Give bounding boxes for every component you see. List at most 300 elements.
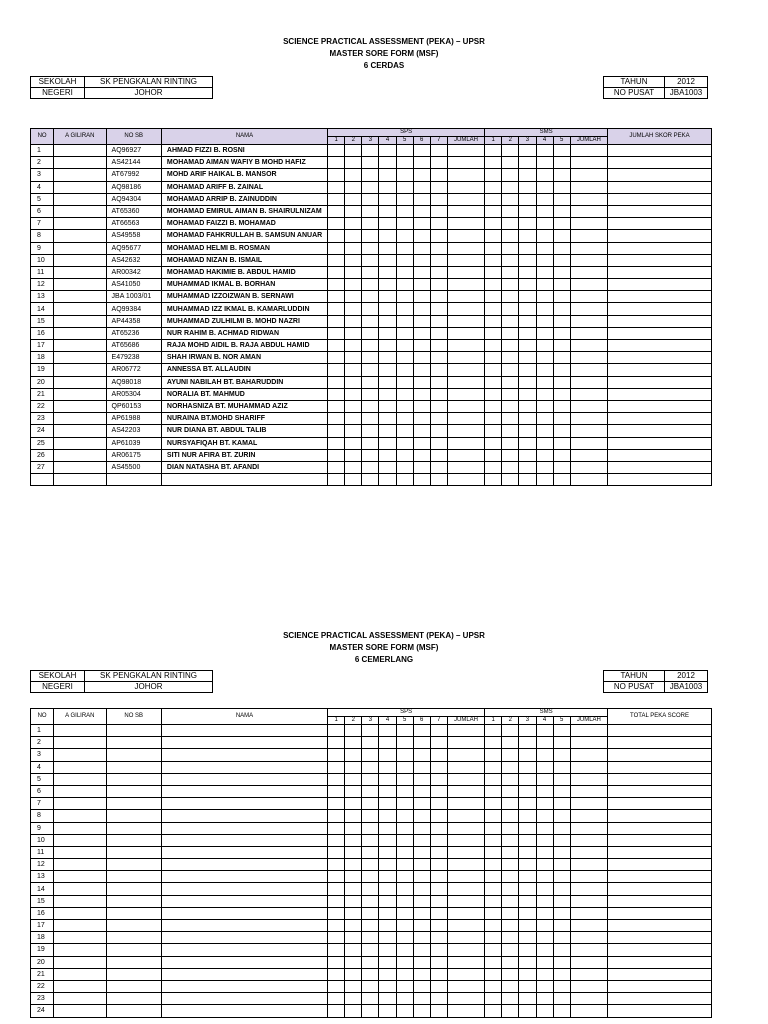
sekolah-label: SEKOLAH (31, 671, 85, 682)
sps-score-cell (430, 315, 447, 327)
sms-score-cell (553, 749, 570, 761)
sms-score-cell (485, 920, 502, 932)
sms-score-cell (485, 315, 502, 327)
sps-score-cell (413, 725, 430, 737)
sms-total-cell (570, 352, 607, 364)
sms-score-cell (519, 773, 536, 785)
sps-score-cell (379, 315, 396, 327)
sps-score-cell (413, 266, 430, 278)
tahun-label: TAHUN (604, 671, 665, 682)
sms-score-cell (485, 834, 502, 846)
table-row (31, 737, 712, 749)
sps-score-cell (379, 254, 396, 266)
sps-total-cell (447, 340, 484, 352)
no-sb-cell (106, 822, 161, 834)
sms-score-cell (519, 315, 536, 327)
sps-score-cell (379, 303, 396, 315)
table-row (31, 834, 712, 846)
sps-score-cell (328, 254, 345, 266)
sps-score-cell (379, 993, 396, 1005)
sps-sub-3: 3 (362, 137, 379, 145)
sps-total-cell (447, 785, 484, 797)
sms-total-cell (570, 761, 607, 773)
col-total: TOTAL PEKA SCORE (608, 709, 712, 725)
sps-score-cell (345, 449, 362, 461)
sps-score-cell (379, 449, 396, 461)
sms-score-cell (519, 218, 536, 230)
giliran-cell (54, 145, 106, 157)
table-row (31, 871, 712, 883)
sms-score-cell (536, 798, 553, 810)
sms-total-cell (570, 425, 607, 437)
sms-score-cell (553, 376, 570, 388)
no-sb-cell (106, 944, 161, 956)
student-name-cell: SHAH IRWAN B. NOR AMAN (161, 352, 327, 364)
sps-total-cell (447, 413, 484, 425)
sms-score-cell (553, 205, 570, 217)
sps-score-cell (396, 980, 413, 992)
pusat-label: NO PUSAT (604, 88, 665, 99)
sms-score-cell (536, 474, 553, 486)
sms-score-cell (502, 279, 519, 291)
sps-score-cell (379, 181, 396, 193)
row-number: 11 (31, 266, 54, 278)
sms-total-cell (570, 785, 607, 797)
sps-score-cell (413, 749, 430, 761)
sps-score-cell (413, 340, 430, 352)
sps-score-cell (396, 425, 413, 437)
table-row (31, 315, 712, 327)
sms-score-cell (519, 303, 536, 315)
sms-total-cell (570, 883, 607, 895)
sms-sub-4: 4 (536, 717, 553, 725)
sps-score-cell (362, 169, 379, 181)
sms-score-cell (485, 944, 502, 956)
sps-score-cell (413, 920, 430, 932)
table-row (31, 798, 712, 810)
sps-score-cell (430, 968, 447, 980)
sps-total-cell (447, 181, 484, 193)
sms-score-cell (553, 218, 570, 230)
row-number: 8 (31, 810, 54, 822)
sms-score-cell (502, 461, 519, 473)
sps-score-cell (328, 980, 345, 992)
sps-score-cell (362, 425, 379, 437)
sms-score-cell (536, 340, 553, 352)
sps-total-cell (447, 230, 484, 242)
sms-score-cell (553, 980, 570, 992)
sms-score-cell (502, 327, 519, 339)
sps-score-cell (396, 352, 413, 364)
sms-score-cell (553, 773, 570, 785)
table-row (31, 907, 712, 919)
sms-score-cell (536, 737, 553, 749)
sps-score-cell (328, 376, 345, 388)
sps-score-cell (345, 279, 362, 291)
sms-score-cell (502, 157, 519, 169)
sms-score-cell (519, 242, 536, 254)
pusat-value: JBA1003 (665, 682, 708, 693)
sms-score-cell (485, 761, 502, 773)
sps-score-cell (345, 980, 362, 992)
sps-score-cell (396, 181, 413, 193)
sms-score-cell (502, 993, 519, 1005)
sms-score-cell (502, 785, 519, 797)
sps-total-cell (447, 400, 484, 412)
sps-score-cell (379, 291, 396, 303)
pusat-label: NO PUSAT (604, 682, 665, 693)
sms-total-cell (570, 279, 607, 291)
sms-sub-3: 3 (519, 717, 536, 725)
peka-total-cell (608, 749, 712, 761)
sms-score-cell (519, 980, 536, 992)
sps-score-cell (345, 425, 362, 437)
sps-score-cell (413, 932, 430, 944)
sps-score-cell (362, 871, 379, 883)
sps-total-cell (447, 725, 484, 737)
sps-score-cell (413, 968, 430, 980)
sps-score-cell (328, 1005, 345, 1017)
sekolah-value: SK PENGKALAN RINTING (85, 77, 213, 88)
no-sb-cell: AS45500 (106, 461, 161, 473)
sps-score-cell (379, 413, 396, 425)
sps-score-cell (396, 279, 413, 291)
sps-score-cell (345, 340, 362, 352)
peka-total-cell (608, 761, 712, 773)
sps-score-cell (362, 327, 379, 339)
giliran-cell (54, 834, 106, 846)
form-header (0, 36, 768, 72)
sps-score-cell (345, 230, 362, 242)
form-subtitle: MASTER SORE FORM (MSF) (329, 49, 439, 58)
sps-score-cell (379, 944, 396, 956)
sms-score-cell (553, 907, 570, 919)
sps-score-cell (362, 413, 379, 425)
sps-score-cell (345, 846, 362, 858)
sps-score-cell (362, 920, 379, 932)
giliran-cell (54, 883, 106, 895)
giliran-cell (54, 364, 106, 376)
sps-score-cell (430, 413, 447, 425)
table-row (31, 437, 712, 449)
sps-score-cell (396, 785, 413, 797)
sms-total-cell (570, 968, 607, 980)
sps-score-cell (362, 932, 379, 944)
sps-score-cell (345, 834, 362, 846)
sps-score-cell (345, 761, 362, 773)
sps-score-cell (379, 834, 396, 846)
sps-score-cell (362, 315, 379, 327)
giliran-cell (54, 968, 106, 980)
sps-score-cell (345, 315, 362, 327)
student-name-cell: MOHAMAD HELMI B. ROSMAN (161, 242, 327, 254)
table-row (31, 461, 712, 473)
giliran-cell (54, 895, 106, 907)
no-sb-cell: AT65686 (106, 340, 161, 352)
sms-score-cell (553, 279, 570, 291)
sms-score-cell (519, 834, 536, 846)
sms-score-cell (502, 218, 519, 230)
sps-score-cell (379, 474, 396, 486)
row-number: 25 (31, 437, 54, 449)
table-row (31, 376, 712, 388)
sms-score-cell (519, 798, 536, 810)
giliran-cell (54, 266, 106, 278)
sms-total-cell (570, 242, 607, 254)
peka-total-cell (608, 944, 712, 956)
sms-total-cell (570, 193, 607, 205)
sps-score-cell (328, 798, 345, 810)
student-name-cell: NORHASNIZA BT. MUHAMMAD AZIZ (161, 400, 327, 412)
student-name-cell: MUHAMMAD IKMAL B. BORHAN (161, 279, 327, 291)
sms-score-cell (536, 218, 553, 230)
sms-score-cell (485, 205, 502, 217)
sps-score-cell (379, 883, 396, 895)
sps-score-cell (396, 871, 413, 883)
sps-total-cell (447, 425, 484, 437)
sps-score-cell (430, 895, 447, 907)
sms-score-cell (519, 279, 536, 291)
sps-score-cell (345, 291, 362, 303)
sps-score-cell (345, 254, 362, 266)
table-row (31, 785, 712, 797)
sps-score-cell (379, 461, 396, 473)
sms-score-cell (536, 461, 553, 473)
sps-score-cell (362, 883, 379, 895)
sms-score-cell (553, 1005, 570, 1017)
sps-score-cell (396, 340, 413, 352)
sms-score-cell (536, 993, 553, 1005)
sps-total-cell (447, 291, 484, 303)
sms-score-cell (502, 169, 519, 181)
table-row (31, 340, 712, 352)
peka-total-cell (608, 388, 712, 400)
student-name-cell: MOHD ARIF HAIKAL B. MANSOR (161, 169, 327, 181)
score-table (30, 708, 712, 1018)
sms-score-cell (536, 376, 553, 388)
sps-score-cell (379, 980, 396, 992)
sps-score-cell (345, 785, 362, 797)
sms-total-cell (570, 725, 607, 737)
sms-score-cell (553, 340, 570, 352)
giliran-cell (54, 761, 106, 773)
sms-score-cell (519, 205, 536, 217)
sps-score-cell (379, 725, 396, 737)
sps-score-cell (396, 749, 413, 761)
sps-score-cell (328, 822, 345, 834)
giliran-cell (54, 437, 106, 449)
student-name-cell (161, 920, 327, 932)
student-name-cell: MUHAMMAD ZULHILMI B. MOHD NAZRI (161, 315, 327, 327)
sps-score-cell (413, 1005, 430, 1017)
giliran-cell (54, 871, 106, 883)
sms-score-cell (536, 437, 553, 449)
tahun-label: TAHUN (604, 77, 665, 88)
giliran-cell (54, 944, 106, 956)
peka-total-cell (608, 968, 712, 980)
sms-score-cell (519, 461, 536, 473)
sps-sub-6: 6 (413, 137, 430, 145)
sps-score-cell (345, 859, 362, 871)
sps-total-cell (447, 956, 484, 968)
sps-score-cell (379, 859, 396, 871)
row-number: 4 (31, 761, 54, 773)
table-row (31, 413, 712, 425)
no-sb-cell: AR06772 (106, 364, 161, 376)
student-name-cell: NUR RAHIM B. ACHMAD RIDWAN (161, 327, 327, 339)
sps-score-cell (362, 205, 379, 217)
sps-score-cell (430, 169, 447, 181)
row-number: 2 (31, 737, 54, 749)
sps-score-cell (430, 266, 447, 278)
peka-total-cell (608, 846, 712, 858)
sms-score-cell (519, 327, 536, 339)
sps-score-cell (379, 400, 396, 412)
sps-score-cell (362, 449, 379, 461)
sps-score-cell (413, 376, 430, 388)
row-number: 14 (31, 883, 54, 895)
no-sb-cell: AQ95677 (106, 242, 161, 254)
sms-score-cell (502, 242, 519, 254)
table-row (31, 157, 712, 169)
form-title: SCIENCE PRACTICAL ASSESSMENT (PEKA) – UPSR (283, 37, 485, 46)
sms-score-cell (502, 474, 519, 486)
sps-score-cell (379, 388, 396, 400)
sms-score-cell (536, 1005, 553, 1017)
sms-total-cell (570, 737, 607, 749)
peka-total-cell (608, 834, 712, 846)
sms-score-cell (519, 737, 536, 749)
sms-score-cell (502, 895, 519, 907)
peka-total-cell (608, 785, 712, 797)
sps-score-cell (396, 437, 413, 449)
sps-score-cell (328, 810, 345, 822)
no-sb-cell (106, 859, 161, 871)
no-sb-cell: AS42632 (106, 254, 161, 266)
sps-score-cell (396, 737, 413, 749)
sms-score-cell (502, 980, 519, 992)
sps-score-cell (345, 169, 362, 181)
peka-total-cell (608, 279, 712, 291)
sms-score-cell (485, 907, 502, 919)
sps-score-cell (362, 785, 379, 797)
student-name-cell (161, 737, 327, 749)
sps-score-cell (430, 822, 447, 834)
sms-score-cell (485, 461, 502, 473)
student-name-cell: MOHAMAD ARRIP B. ZAINUDDIN (161, 193, 327, 205)
sps-score-cell (345, 364, 362, 376)
sms-score-cell (502, 810, 519, 822)
student-name-cell (161, 822, 327, 834)
sps-score-cell (328, 315, 345, 327)
sps-score-cell (328, 437, 345, 449)
sps-score-cell (328, 291, 345, 303)
sms-score-cell (536, 303, 553, 315)
no-sb-cell (106, 737, 161, 749)
col-nama: NAMA (161, 709, 327, 725)
sms-total-cell (570, 266, 607, 278)
giliran-cell (54, 303, 106, 315)
student-name-cell: ANNESSA BT. ALLAUDIN (161, 364, 327, 376)
row-number: 19 (31, 944, 54, 956)
sps-score-cell (413, 737, 430, 749)
sps-score-cell (362, 474, 379, 486)
sps-score-cell (362, 725, 379, 737)
col-no: NO (31, 709, 54, 725)
sps-score-cell (345, 1005, 362, 1017)
sps-score-cell (396, 242, 413, 254)
giliran-cell (54, 388, 106, 400)
sps-score-cell (430, 1005, 447, 1017)
sms-total-cell (570, 364, 607, 376)
sps-score-cell (413, 425, 430, 437)
sms-score-cell (553, 449, 570, 461)
sps-score-cell (328, 145, 345, 157)
sps-score-cell (345, 205, 362, 217)
sps-score-cell (413, 145, 430, 157)
sps-score-cell (362, 218, 379, 230)
sms-score-cell (553, 266, 570, 278)
sps-score-cell (362, 1005, 379, 1017)
sms-score-cell (519, 810, 536, 822)
sps-score-cell (328, 883, 345, 895)
sps-total-cell (447, 859, 484, 871)
sps-score-cell (379, 364, 396, 376)
sps-score-cell (430, 810, 447, 822)
peka-total-cell (608, 1005, 712, 1017)
sps-score-cell (379, 437, 396, 449)
no-sb-cell: AT66563 (106, 218, 161, 230)
giliran-cell (54, 956, 106, 968)
sms-score-cell (536, 352, 553, 364)
row-number: 12 (31, 279, 54, 291)
sps-total-cell (447, 798, 484, 810)
sps-score-cell (413, 895, 430, 907)
header-row (31, 129, 712, 137)
sms-total-cell (570, 315, 607, 327)
row-number: 16 (31, 907, 54, 919)
sms-score-cell (502, 798, 519, 810)
row-number: 10 (31, 254, 54, 266)
table-row (31, 474, 712, 486)
sms-score-cell (519, 266, 536, 278)
sms-score-cell (553, 315, 570, 327)
giliran-cell (54, 340, 106, 352)
sps-score-cell (396, 822, 413, 834)
sms-score-cell (553, 920, 570, 932)
giliran-cell (54, 773, 106, 785)
table-row (31, 883, 712, 895)
sms-score-cell (519, 846, 536, 858)
sms-score-cell (536, 266, 553, 278)
negeri-label: NEGERI (31, 88, 85, 99)
sms-score-cell (536, 425, 553, 437)
giliran-cell (54, 169, 106, 181)
giliran-cell (54, 474, 106, 486)
student-name-cell: MOHAMAD FAIZZI B. MOHAMAD (161, 218, 327, 230)
table-row (31, 895, 712, 907)
col-no: NO (31, 129, 54, 145)
sps-score-cell (396, 388, 413, 400)
sps-score-cell (430, 352, 447, 364)
giliran-cell (54, 859, 106, 871)
sms-score-cell (519, 437, 536, 449)
row-number: 26 (31, 449, 54, 461)
sms-score-cell (502, 266, 519, 278)
row-number (31, 474, 54, 486)
sms-score-cell (536, 242, 553, 254)
sps-score-cell (345, 956, 362, 968)
